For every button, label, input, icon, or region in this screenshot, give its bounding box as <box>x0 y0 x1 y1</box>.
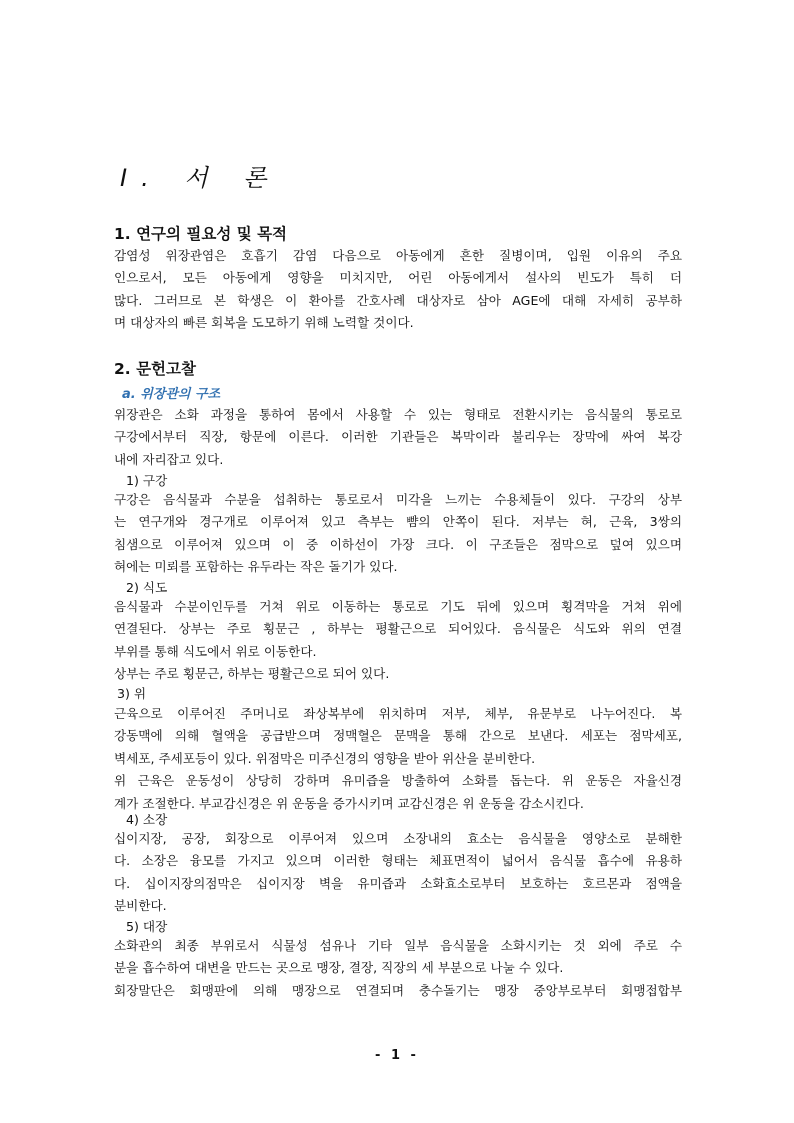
paragraph-line: 구강에서부터 직장, 항문에 이른다. 이러한 기관들은 복막이라 불리우는 장막에 싸여 복강 <box>114 429 682 445</box>
large-intestine-paragraph <box>114 935 682 1002</box>
paragraph-line: 강동맥에 의해 혈액을 공급받으며 정맥혈은 문맥을 통해 간으로 보낸다. 세포는 점막세포, <box>114 728 682 744</box>
paragraph-line: 음식물과 수분이인두를 거쳐 위로 이동하는 통로로 기도 뒤에 있으며 횡격막을 거쳐 위에 <box>114 599 682 614</box>
paragraph-line: 구강은 음식물과 수분을 섭취하는 통로로서 미각을 느끼는 수용체들이 있다. 구강의 상부 <box>114 492 682 507</box>
item-label-stomach: 3) 위 <box>117 686 147 701</box>
paragraph-line: 감염성 위장관염은 호흡기 감염 다음으로 아동에게 흔한 질병이며, 입원 이유의 주요 <box>114 248 682 263</box>
item-label-esophagus: 2) 식도 <box>126 580 168 595</box>
stomach-paragraph <box>114 703 682 815</box>
paragraph-line: 부위를 통해 식도에서 위로 이동한다. <box>114 643 317 659</box>
item-label-large-intestine: 5) 대장 <box>126 919 168 934</box>
paragraph-line: 상부는 주로 횡문근, 하부는 평활근으로 되어 있다. <box>114 666 390 682</box>
item-label-mouth: 1) 구강 <box>126 473 168 488</box>
paragraph-line: 계가 조절한다. 부교감신경은 위 운동을 증가시키며 교감신경은 위 운동을 감소시킨다. <box>114 795 584 811</box>
section-title-literature: 2. 문헌고찰 <box>114 360 196 378</box>
paragraph-line: 근육으로 이루어진 주머니로 좌상복부에 위치하며 저부, 체부, 유문부로 나누어진다. 복 <box>114 706 682 721</box>
paragraph-line: 분을 흡수하여 대변을 만드는 곳으로 맹장, 결장, 직장의 세 부분으로 나눌 수 있다. <box>114 960 564 976</box>
paragraph-line: 분비한다. <box>114 898 167 914</box>
paragraph-line: 내에 자리잡고 있다. <box>114 451 224 467</box>
paragraph-line: 벽세포, 주세포등이 있다. 위점막은 미주신경의 영향을 받아 위산을 분비한다. <box>114 750 536 766</box>
chapter-title: I. 서 론 <box>120 164 281 192</box>
gi-intro-paragraph <box>114 404 682 471</box>
purpose-paragraph <box>114 245 682 335</box>
paragraph-line: 인으로서, 모든 아동에게 영향을 미치지만, 어린 아동에게서 설사의 빈도가 특히 더 <box>114 270 682 286</box>
paragraph-line: 연결된다. 상부는 주로 횡문근 , 하부는 평활근으로 되어있다. 음식물은 식도와 위의 연결 <box>114 621 682 637</box>
section-title-purpose: 1. 연구의 필요성 및 목적 <box>114 225 288 243</box>
subsection-title-gi-structure: a. 위장관의 구조 <box>122 387 221 402</box>
paragraph-line: 회장말단은 회맹판에 의해 맹장으로 연결되며 충수돌기는 맹장 중앙부로부터 회맹접합부 <box>114 982 682 998</box>
paragraph-line: 위장관은 소화 과정을 통하여 몸에서 사용할 수 있는 형태로 전환시키는 음식물의 통로로 <box>114 407 682 422</box>
esophagus-paragraph <box>114 596 682 686</box>
paragraph-line: 다. 십이지장의점막은 십이지장 벽을 유미즙과 소화효소로부터 보호하는 호르몬과 점액을 <box>114 875 682 891</box>
paragraph-line: 많다. 그러므로 본 학생은 이 환아를 간호사례 대상자로 삼아 AGE에 대해 자세히 공부하 <box>114 292 682 308</box>
small-intestine-paragraph <box>114 828 682 918</box>
mouth-paragraph <box>114 489 682 579</box>
paragraph-line: 며 대상자의 빠른 회복을 도모하기 위해 노력할 것이다. <box>114 315 414 331</box>
paragraph-line: 는 연구개와 경구개로 이루어져 있고 측부는 뺨의 안쪽이 된다. 저부는 혀, 근육, 3쌍의 <box>114 514 682 530</box>
paragraph-line: 다. 소장은 융모를 가지고 있으며 이러한 형태는 체표면적이 넓어서 음식물 흡수에 유용하 <box>114 853 682 869</box>
item-label-small-intestine: 4) 소장 <box>126 812 168 827</box>
page-number: - 1 - <box>375 1048 419 1063</box>
paragraph-line: 소화관의 최종 부위로서 식물성 섬유나 기타 일부 음식물을 소화시키는 것 외에 주로 수 <box>114 938 682 953</box>
paragraph-line: 십이지장, 공장, 회장으로 이루어져 있으며 소장내의 효소는 음식물을 영양소로 분해한 <box>114 831 682 846</box>
paragraph-line: 위 근육은 운동성이 상당히 강하며 유미즙을 방출하여 소화를 돕는다. 위 운동은 자율신경 <box>114 773 682 789</box>
paragraph-line: 침샘으로 이루어져 있으며 이 중 이하선이 가장 크다. 이 구조들은 점막으로 덮여 있으며 <box>114 536 682 552</box>
paragraph-line: 혀에는 미뢰를 포함하는 유두라는 작은 돌기가 있다. <box>114 559 398 575</box>
